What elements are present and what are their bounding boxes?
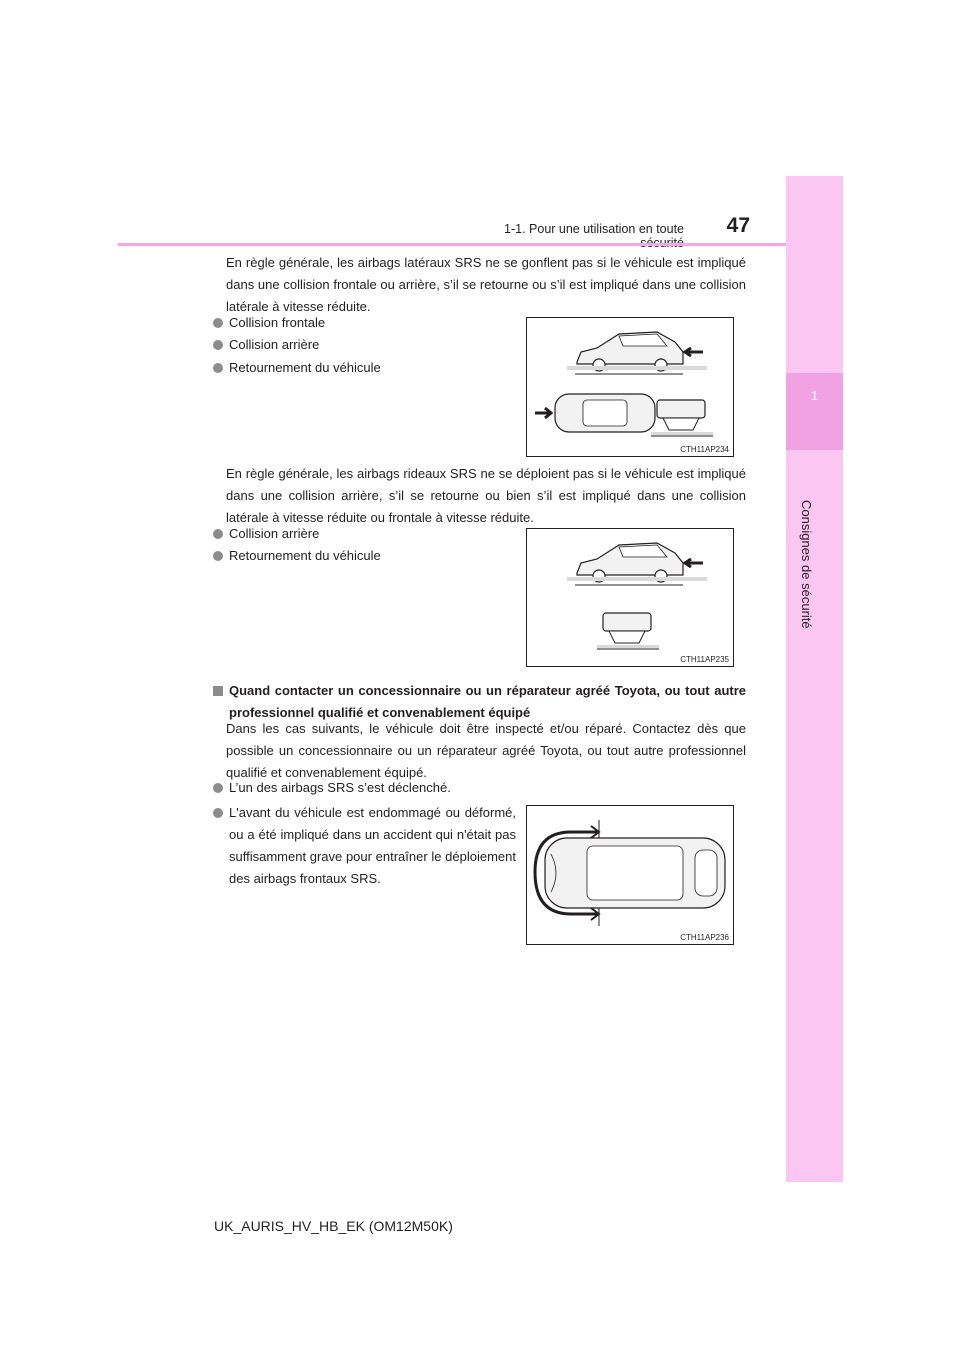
- bullet-icon: [213, 529, 223, 539]
- bullet-icon: [213, 808, 223, 818]
- car-collision-icon: [527, 318, 733, 456]
- header-rule: [118, 243, 786, 246]
- list-item: Collision arrière: [210, 334, 500, 356]
- figure-code: CTH11AP236: [680, 933, 729, 942]
- list-item: Collision arrière: [210, 523, 500, 545]
- inspection-paragraph: Dans les cas suivants, le véhicule doit être inspecté et/ou réparé. Contactez dès que possible un concessionnaire ou un réparateur agréé Toyota, ou tout autre professionnel qualifié et convenablement équipé.: [226, 721, 746, 780]
- chapter-side-tab: [786, 176, 843, 1182]
- section-heading: Quand contacter un concessionnaire ou un réparateur agréé Toyota, ou tout autre professionnel qualifié et convenablement équipé: [210, 680, 746, 724]
- section-title: 1-1. Pour une utilisation en toute: [504, 222, 684, 236]
- curtain-airbag-paragraph: En règle générale, les airbags rideaux SRS ne se déploient pas si le véhicule est impliqué dans une collision arrière, s’il se retourne ou bien s’il est impliqué dans une collision latérale à vitesse réduite ou frontale à vitesse réduite.: [226, 466, 746, 525]
- chapter-title: Consignes de sécurité: [799, 500, 814, 629]
- front-damage-illustration: [526, 805, 734, 945]
- list-item: L’un des airbags SRS s’est déclenché.: [210, 777, 746, 799]
- car-top-view-icon: [527, 806, 733, 944]
- bullet-icon: [213, 363, 223, 373]
- figure-code: CTH11AP234: [680, 445, 729, 454]
- heading-square-icon: [213, 686, 223, 696]
- collision-illustration-1: [526, 317, 734, 457]
- bullet-icon: [213, 783, 223, 793]
- page-number: 47: [726, 214, 750, 237]
- chapter-tab-active[interactable]: [786, 373, 843, 450]
- car-rear-collision-icon: [527, 529, 733, 666]
- list-item: L'avant du véhicule est endommagé ou déformé, ou a été impliqué dans un accident qui n'était pas suffisamment grave pour entraîner le déploiement des airbags frontaux SRS.: [210, 802, 516, 890]
- figure-code: CTH11AP235: [680, 655, 729, 664]
- list-item: Retournement du véhicule: [210, 545, 500, 567]
- list-item: Collision frontale: [210, 312, 500, 334]
- bullet-icon: [213, 551, 223, 561]
- bullet-icon: [213, 340, 223, 350]
- bullet-icon: [213, 318, 223, 328]
- side-airbag-paragraph: En règle générale, les airbags latéraux SRS ne se gonflent pas si le véhicule est impliqué dans une collision frontale ou arrière, s’il se retourne ou s’il est impliqué dans une collision latérale à vitesse réduite.: [226, 255, 746, 314]
- collision-illustration-2: [526, 528, 734, 667]
- chapter-number: 1: [810, 388, 819, 403]
- list-item: Retournement du véhicule: [210, 357, 500, 379]
- model-code-footer: UK_AURIS_HV_HB_EK (OM12M50K): [214, 1218, 453, 1234]
